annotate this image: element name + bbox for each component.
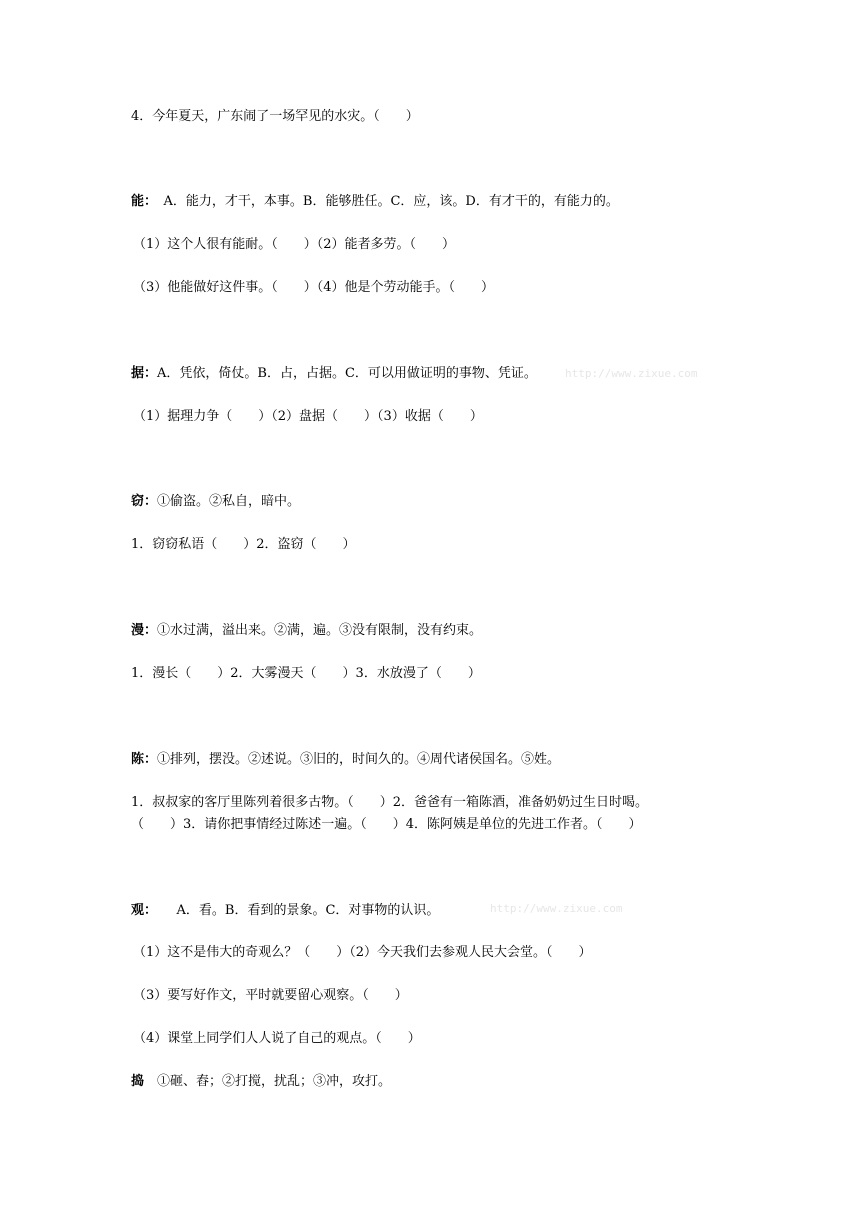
question-4: 4．今年夏天，广东闹了一场罕见的水灾。（ ） — [131, 109, 419, 124]
entry-head: 捣 — [131, 1074, 145, 1089]
exercise-line: （3）要写好作文，平时就要留心观察。（ ） — [133, 988, 408, 1003]
exercise-line: （3）他能做好这件事。（ ）（4）他是个劳动能手。（ ） — [133, 280, 495, 295]
exercise-line: 1．叔叔家的客厅里陈列着很多古物。（ ）2．爸爸有一箱陈酒，准备奶奶过生日时喝。 — [131, 795, 649, 810]
exercise-line: （1）据理力争（ ）（2）盘据（ ）（3）收据（ ） — [133, 409, 483, 424]
entry-head: 窃： — [131, 494, 158, 509]
definition-qie: 窃：①偷盗。②私自，暗中。 — [131, 494, 301, 509]
definition-chen: 陈：①排列，摆没。②述说。③旧的，时间久的。④周代诸侯国名。⑤姓。 — [131, 752, 561, 767]
entry-head: 据： — [131, 366, 158, 381]
definition-guan: 观： A．看。B．看到的景象。C．对事物的认识。 — [131, 903, 440, 918]
entry-head: 观： — [131, 903, 151, 918]
entry-head: 陈： — [131, 752, 158, 767]
exercise-line: （4）课堂上同学们人人说了自己的观点。（ ） — [133, 1031, 421, 1046]
exercise-line: 1．窃窃私语（ ）2．盗窃（ ） — [131, 537, 356, 552]
exercise-line: （1）这不是伟大的奇观么？（ ）（2）今天我们去参观人民大会堂。（ ） — [133, 945, 592, 960]
definition-ju: 据：A．凭依，倚仗。B．占，占据。C．可以用做证明的事物、凭证。 — [131, 366, 537, 381]
entry-head: 能： — [131, 194, 151, 209]
exercise-line: （1）这个人很有能耐。（ ）（2）能者多劳。（ ） — [133, 237, 456, 252]
watermark-2: http://www.zixue.com — [490, 902, 623, 915]
definition-dao: 捣 ①砸、舂；②打搅，扰乱；③冲，攻打。 — [131, 1074, 392, 1089]
exercise-line: （ ）3．请你把事情经过陈述一遍。（ ）4．陈阿姨是单位的先进工作者。（ ） — [131, 817, 642, 832]
definition-neng: 能： A．能力，才干，本事。B．能够胜任。C．应，该。D．有才干的，有能力的。 — [131, 194, 619, 209]
watermark-1: http://www.zixue.com — [565, 367, 698, 380]
definition-man: 漫：①水过满，溢出来。②满，遍。③没有限制，没有约束。 — [131, 623, 483, 638]
exercise-line: 1．漫长（ ）2．大雾漫天（ ）3．水放漫了（ ） — [131, 666, 481, 681]
entry-head: 漫： — [131, 623, 158, 638]
